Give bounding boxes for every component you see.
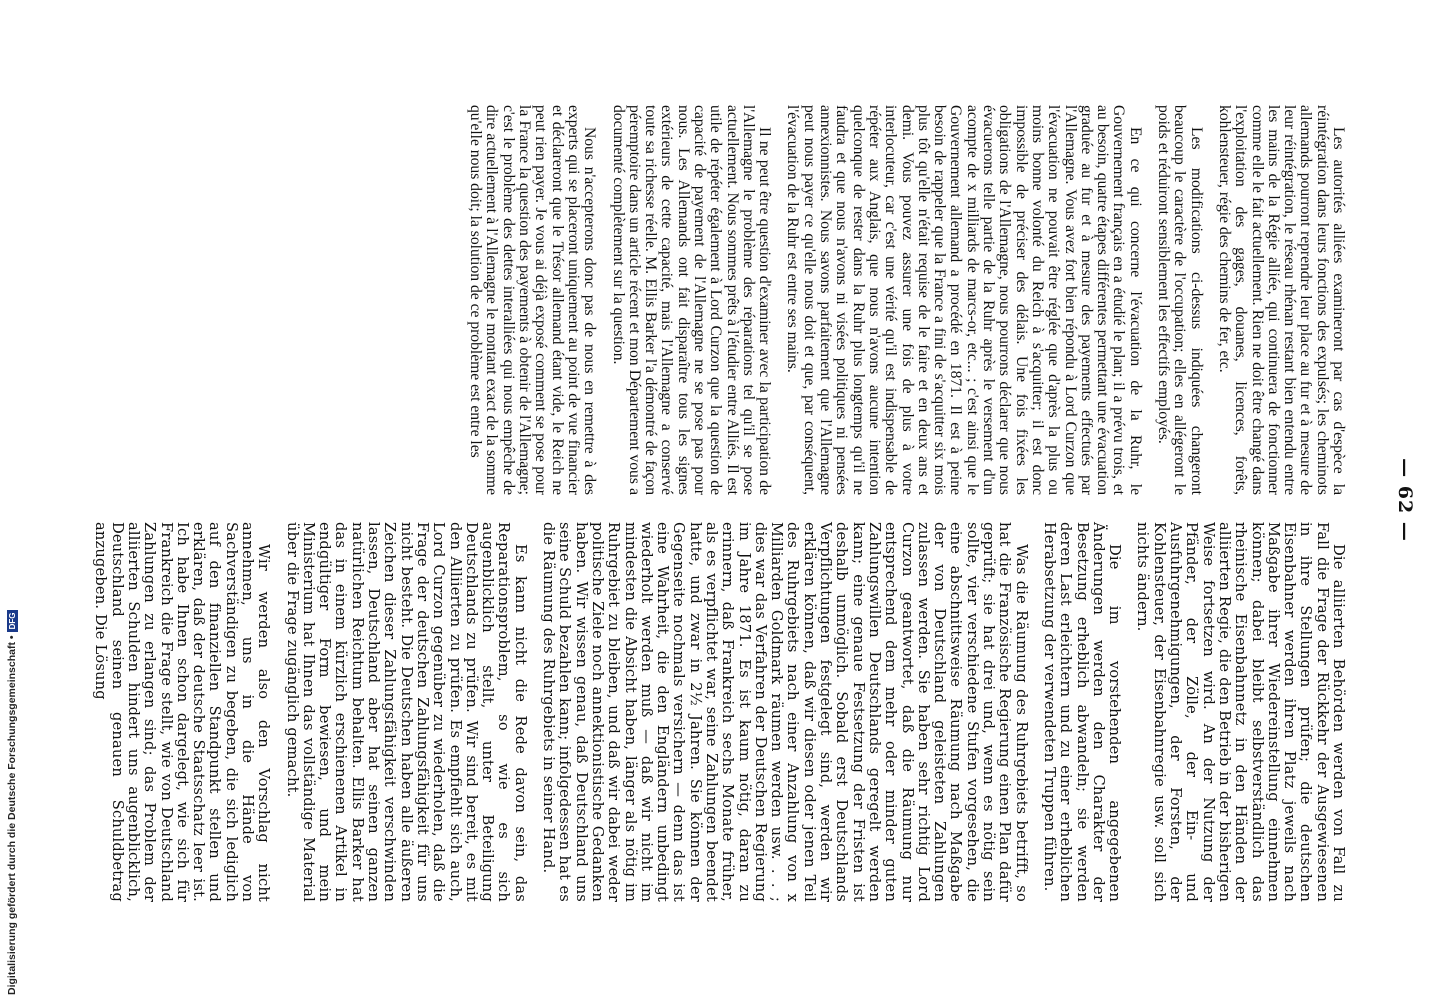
german-paragraph: Wir werden also den Vorschlag nicht annehmen, uns in die Hände von Sachverständigen zu begeben, die sich lediglich auf den finanziellen Standpunkt stellen und erklären, daß der deutsche Staatsschatz leer ist. Ich habe Ihnen schon dargelegt, wie sich für Frankreich die Frage stellt, wie von Deutschland Zahlungen zu erlangen sind; das Problem der alliierten Schulden hindert uns augenblicklich, Deutschland seinen genauen Schuldbetrag anzugeben. Die Lösung xyxy=(92,522,273,902)
french-column xyxy=(467,105,1346,495)
page-number: — 62 — xyxy=(1394,458,1416,542)
dfg-logo-icon: DFG xyxy=(7,610,18,633)
french-paragraph: Les autorités alliées examineront par cas d'espèce la réintégration dans leurs fonctions des expulsés; les cheminots allemands pourront reprendre leur place au fur et à mesure de leur réintégration, le réseau rhénan restant bien entendu entre les mains de la Régie alliée, qui continuera de fonctionner comme elle le fait actuellement. Rien ne doit être changé dans l'exploitation des gages, douanes, licences, forêts, kohlensteuer, régie des chemins de fer, etc. xyxy=(1215,105,1347,495)
credit-text: Digitalisierung gefördert durch die Deutsche Forschungsgemeinschaft • xyxy=(6,635,18,995)
german-paragraph: Es kann nicht die Rede davon sein, das Reparationsproblem, so wie es sich augenblicklich stellt, unter Beteiligung Deutschlands zu prüfen. Wir sind bereit, es mit den Alliierten zu prüfen. Es empfiehlt sich auch, Lord Curzon gegenüber zu wiederholen, daß die Frage der deutschen Zahlungsfähigkeit für uns nicht besteht. Die Deutschen haben alle äußeren Zeichen dieser Zahlungsfähigkeit verschwinden lassen, Deutschland aber hat seinen ganzen natürlichen Reichtum behalten. Ellis Barker hat das in einem kürzlich erschienenen Artikel in endgültiger Form bewiesen, und mein Ministerium hat Ihnen das vollständige Material über die Frage zugänglich gemacht. xyxy=(283,522,529,902)
german-paragraph: Was die Räumung des Ruhrgebiets betrifft, so hat die Französische Regierung einen Plan dafür geprüft; sie hat drei und, wenn es nötig sein sollte, vier verschiedene Stufen vorgesehen, die eine abschnittsweise Räumung nach Maßgabe der von Deutschland geleisteten Zahlungen zulassen werden. Sie haben sehr richtig Lord Curzon geantwortet, daß die Räumung nur entsprechend dem mehr oder minder guten Zahlungswillen Deutschlands geregelt werden kann; eine genaue Festsetzung der Fristen ist deshalb unmöglich. Sobald erst Deutschlands Verpflichtungen festgelegt sind, werden wir erklären können, daß wir diesen oder jenen Teil des Ruhrgebiets nach einer Anzahlung von x Milliarden Goldmark räumen werden usw. . . ; dies war das Verfahren der Deutschen Regierung im Jahre 1871. Es ist kaum nötig, daran zu erinnern, daß Frankreich sechs Monate früher, als es verpflichtet war, seine Zahlungen beendet hatte, und zwar in 2½ Jahren. Sie können der Gegenseite nochmals versichern — denn das ist eine Wahrheit, die den Engländern unbedingt wiederholt werden muß — daß wir nicht im mindesten die Absicht haben, länger als nötig im Ruhrgebiet zu bleiben, und daß wir dabei weder politische Ziele noch annektionistische Gedanken haben. Wir wissen genau, daß Deutschland uns seine Schuld bezahlen kann; infolgedessen hat es die Räumung des Ruhrgebiets in seiner Hand. xyxy=(540,522,1030,902)
german-paragraph: Die im vorstehenden angegebenen Änderungen werden den Charakter der Besetzung erheblich abwandeln; sie werden deren Last erleichtern und zu einer erheblichen Herabsetzung der verwendeten Truppen führen. xyxy=(1040,522,1124,902)
french-paragraph: Les modifications ci-dessus indiquées changeront beaucoup le caractère de l'occupation; elles en allégeront le poids et réduiront sensiblement les effectifs employés. xyxy=(1155,105,1205,495)
german-paragraph: Die alliierten Behörden werden von Fall zu Fall die Frage der Rückkehr der Ausgewiesenen in ihre Stellungen prüfen; die deutschen Eisenbahner werden ihren Platz jeweils nach Maßgabe ihrer Wiedereinstellung einnehmen können; dabei bleibt selbstverständlich das rheinische Eisenbahnnetz in den Händen der alliierten Regie, die den Betrieb in der bisherigen Weise fortsetzen wird. An der Nutzung der Pfänder, der Zölle, der Ein- und Ausfuhrgenehmigungen, der Forsten, der Kohlensteuer, der Eisenbahnregie usw. soll sich nichts ändern. xyxy=(1134,522,1347,902)
french-paragraph: Nous n'accepterons donc pas de nous en remettre à des experts qui se placeront uniquement au point de vue financier et déclareront que le Trésor allemand étant vide, le Reich ne peut rien payer. Je vous ai déjà exposé comment se pose pour la France la question des payements à obtenir de l'Allemagne; c'est le problème des dettes interalliées qui nous empêche de dire actuellement à l'Allemagne le montant exact de la somme qu'elle nous doit; la solution de ce problème est entre les xyxy=(467,105,599,495)
german-column xyxy=(92,522,1346,902)
french-paragraph: En ce qui concerne l'évacuation de la Ruhr, le Gouvernement français en a étudié le plan; il a prévu trois, et au besoin, quatre étapes différentes permettant une évacuation graduée au fur et à mesure des payements effectués par l'Allemagne. Vous avez fort bien répondu à Lord Curzon que l'évacuation ne pouvait être réglée que d'après la plus ou moins bonne volonté du Reich à s'acquitter; il est donc impossible de préciser des délais. Une fois fixées les obligations de l'Allemagne, nous pourrons déclarer que nous évacuerons telle partie de la Ruhr après le versement d'un acompte de x milliards de marcs-or, etc... ; c'est ainsi que le Gouvernement allemand a procédé en 1871. Il est à peine besoin de rappeler que la France a fini de s'acquitter six mois plus tôt qu'elle n'était requise de le faire et en deux ans et demi. Vous pouvez assurer une fois de plus à votre interlocuteur, car c'est une vérité qu'il est indispensable de répéter aux Anglais, que nous n'avons aucune intention quelconque de rester dans la Ruhr plus longtemps qu'il ne faudra et que nous n'avons ni visées politiques ni pensées annexionnistes. Nous savons parfaitement que l'Allemagne peut nous payer ce qu'elle nous doit et que, par conséquent, l'évacuation de la Ruhr est entre ses mains. xyxy=(784,105,1144,495)
french-paragraph: Il ne peut être question d'examiner avec la participation de l'Allemagne le problème des réparations tel qu'il se pose actuellement. Nous sommes prêts à l'étudier entre Alliés. Il est utile de répéter également à Lord Curzon que la question de capacité de payement de l'Allemagne ne se pose pas pour nous. Les Allemands ont fait disparaître tous les signes extérieurs de cette capacité, mais l'Allemagne a conservé toute sa richesse réelle. M. Ellis Barker l'a démontré de façon péremptoire dans un article récent et mon Département vous a documenté complètement sur la question. xyxy=(609,105,774,495)
